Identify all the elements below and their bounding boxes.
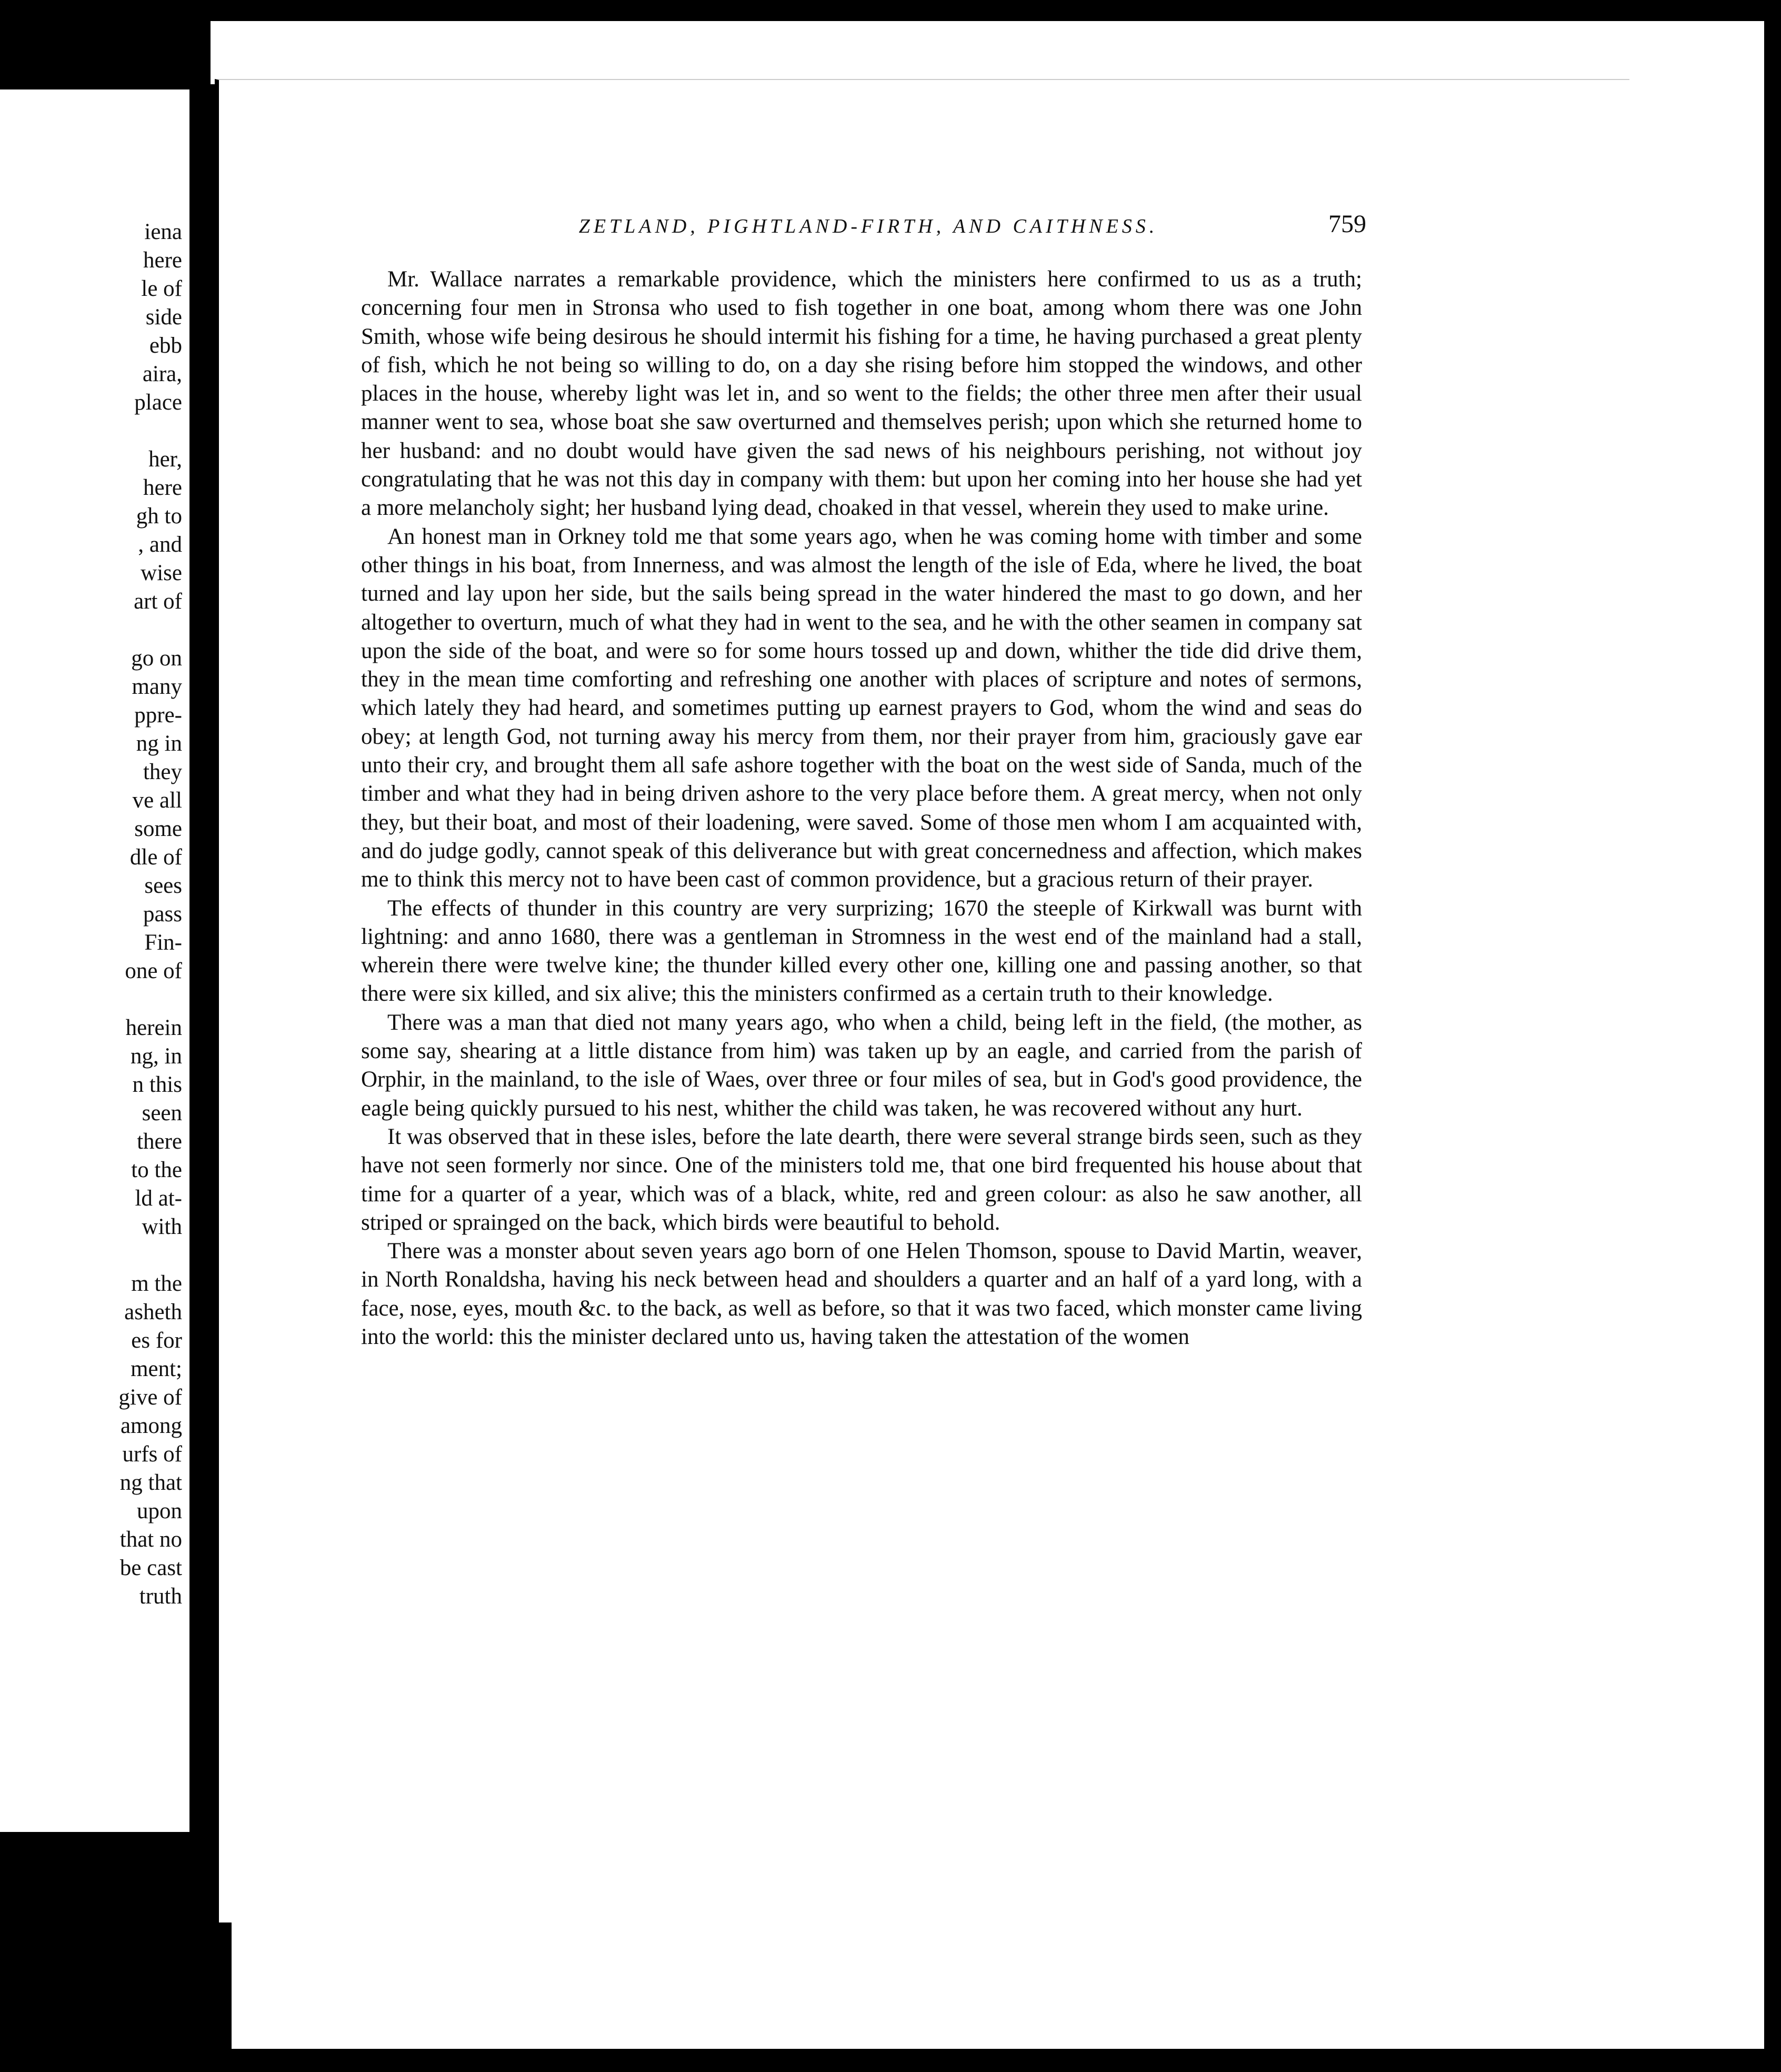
left-page-fragment: to the [131,1158,182,1182]
left-page-fragment: le of [141,276,182,301]
left-page-fragment: pass [143,902,182,927]
left-page-fragment: ng in [136,731,182,756]
left-page-fragment: wise [141,561,182,585]
left-page-fragment: n this [132,1072,182,1097]
running-title: ZETLAND, PIGHTLAND-FIRTH, AND CAITHNESS. [578,215,1158,237]
left-page-fragment: go on [131,646,182,671]
left-page-fragment: many [132,674,182,699]
left-page-fragment: side [145,305,182,330]
left-page-fragment: m the [131,1271,182,1296]
left-page-fragment: gh to [136,504,182,529]
scan-border-left-bottom [0,1832,232,2049]
left-page-fragment: here [143,475,182,500]
left-page-fragment: there [137,1129,182,1154]
paragraph: There was a man that died not many years ago, who when a child, being left in the field, (the mother, as some say, shearing at a little distance from him) was taken up by an eagle, and carried from the parish of Orphir, in the mainland, to the isle of Waes, over three or four miles of sea, but in God's good providence, the eagle being quickly pursued to his nest, whither the child was taken, he was recovered without any hurt. [361,1010,1362,1121]
left-page-fragment: with [142,1214,182,1239]
left-page-fragment: that no [119,1527,182,1552]
left-page-fragment: ment; [131,1357,182,1381]
book-spine [189,84,215,1837]
left-page-fragment: seen [142,1101,182,1125]
left-page-fragment: asheth [124,1300,182,1324]
left-page-fragment: ld at- [135,1186,182,1211]
left-page-fragment: dle of [129,845,182,870]
left-page-fragment: one of [125,959,182,983]
left-page-fragment: ng, in [131,1044,182,1069]
scan-border-left-top [0,21,211,89]
left-page-fragment: give of [118,1385,182,1410]
left-page-fragment: ve all [132,788,182,813]
left-page-fragment: truth [139,1584,182,1609]
scan-border-bottom [0,2049,1781,2072]
left-page-fragment: here [143,248,182,273]
scan-border-right [1764,0,1781,2072]
paragraph: The effects of thunder in this country are very surprizing; 1670 the steeple of Kirkwall was burnt with lightning: and anno 1680, there was a gentleman in Stromness in the west end of the mainland had a stall, wherein there were twelve kine; the thunder killed every other one, killing one and passing another, so that there were six killed, and six alive; this the ministers confirmed as a certain truth to their knowledge. [361,895,1362,1007]
paragraph: It was observed that in these isles, before the late dearth, there were several strange birds seen, such as they have not seen formerly nor since. One of the ministers told me, that one bird frequented his house about that time for a quarter of a year, which was of a black, white, red and green colour: as also he saw another, all striped or sprainged on the back, which birds were beautiful to behold. [361,1124,1362,1235]
left-page-fragment: her, [148,447,182,472]
paragraph: There was a monster about seven years ago born of one Helen Thomson, spouse to David Martin, weaver, in North Ronaldsha, having his neck between head and shoulders a quarter and an half of a yard long, with a face, nose, eyes, mouth &c. to the back, as well as before, so that it was two faced, which monster came living into the world: this the minister declared unto us, having taken the attestation of the women [361,1239,1362,1349]
left-page-fragment: iena [144,220,182,244]
left-page-fragment: some [134,816,182,841]
page-number: 759 [1328,210,1366,238]
left-page-fragment: be cast [119,1556,182,1580]
body-text [361,265,1362,1351]
left-page-fragment: upon [137,1499,182,1523]
left-page-fragment: , and [138,532,182,557]
left-page-fragment: sees [144,873,182,898]
left-page-fragment: herein [125,1015,182,1040]
left-page-fragment: Fin- [144,930,182,955]
left-page-fragment: aira, [142,362,182,386]
left-page-fragment: ebb [149,333,182,358]
left-page-fragment: ng that [119,1470,182,1495]
left-page-fragment: among [120,1413,182,1438]
left-page-fragment: they [143,760,182,784]
left-page-fragment: urfs of [122,1442,182,1467]
left-page-fragment: es for [131,1328,182,1353]
left-page-fragment: ppre- [134,703,182,728]
paragraph: An honest man in Orkney told me that some years ago, when he was coming home with timber and some other things in his boat, from Innerness, and was almost the length of the isle of Eda, where he lived, the boat turned and lay upon her side, but the sails being spread in the water hindered the mast to go down, and her altogether to overturn, much of what they had in went to the sea, and he with the other seamen in company sat upon the side of the boat, and were so for some hours tossed up and down, whither the tide did drive them, they in the mean time comforting and refreshing one another with places of scripture and notes of sermons, which lately they had heard, and sometimes putting up earnest prayers to God, whom the wind and seas do obey; at length God, not turning away his mercy from them, nor their prayer from him, graciously gave ear unto their cry, and brought them all safe ashore together with the boat on the west side of Sanda, much of the timber and what they had in being driven ashore to the very place before them. A great mercy, when not only they, but their boat, and most of their loadening, were saved. Some of those men whom I am acquainted with, and do judge godly, cannot speak of this deliverance but with great concernedness and affection, which makes me to think this mercy not to have been cast of common providence, but a gracious return of their prayer. [361,524,1362,892]
left-page-fragment: art of [134,589,182,614]
paragraph: Mr. Wallace narrates a remarkable providence, which the ministers here confirmed to us as a truth; concerning four men in Stronsa who used to fish together in one boat, among whom there was one John Smith, whose wife being desirous he should intermit his fishing for a time, he having purchased a great plenty of fish, which he not being so willing to do, on a day she rising before him stopped the windows, and other places in the house, whereby light was let in, and so went to the fields; the other three men after their usual manner went to sea, whose boat she saw overturned and themselves perish; upon which she returned home to her husband: and no doubt would have given the sad news of his neighbours perishing, not without joy congratulating that he was not this day in company with them: but upon her coming into her house she had yet a more melancholy sight; her husband lying dead, choaked in that vessel, wherein they used to make urine. [361,267,1362,521]
left-facing-page [0,89,189,1832]
left-page-fragment: place [134,390,182,415]
scan-border-top [0,0,1781,21]
